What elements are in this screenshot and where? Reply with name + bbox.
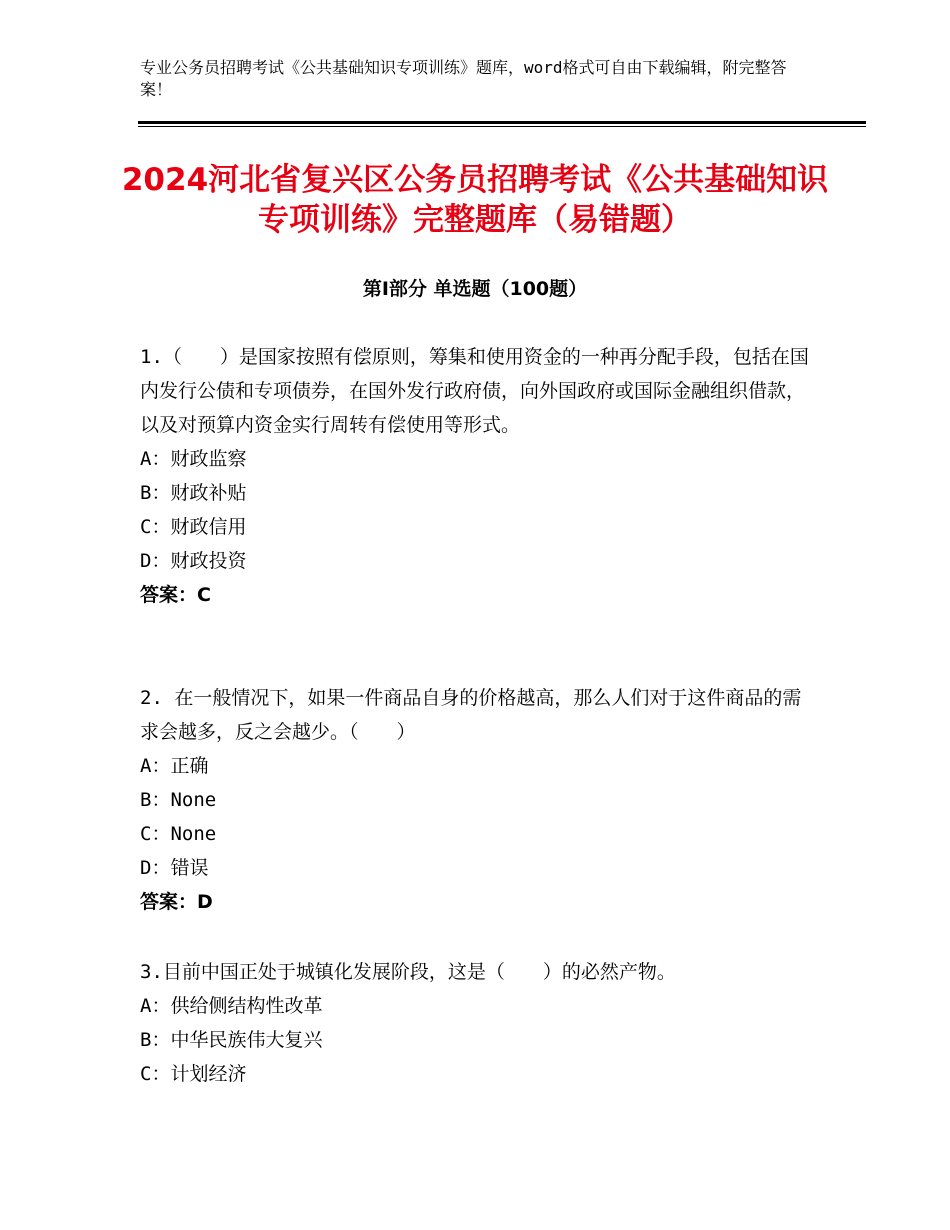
option-b: B：财政补贴 [140,482,247,504]
option-b: B：中华民族伟大复兴 [140,1029,323,1051]
header-note: 专业公务员招聘考试《公共基础知识专项训练》题库，word格式可自由下载编辑，附完整答案！ [140,58,787,99]
header-divider-thin [138,126,866,127]
document-title: 2024河北省复兴区公务员招聘考试《公共基础知识专项训练》完整题库（易错题） [121,162,829,238]
option-a: A：正确 [140,755,209,777]
question-text: 1.（ ）是国家按照有偿原则，筹集和使用资金的一种再分配手段，包括在国内发行公债和专项债券，在国外发行政府债，向外国政府或国际金融组织借款，以及对预算内资金实行周转有偿使用等形式。 [140,346,809,436]
answer-label: 答案：D [140,891,213,913]
answer-label: 答案：C [140,584,211,606]
option-b: B：None [140,789,217,811]
option-d: D：错误 [140,857,209,879]
question-1 [140,340,810,612]
question-text: 3.目前中国正处于城镇化发展阶段，这是（ ）的必然产物。 [140,961,676,983]
question-text: 2. 在一般情况下，如果一件商品自身的价格越高，那么人们对于这件商品的需求会越多，反之会越少。（ ） [140,687,802,743]
option-c: C：None [140,823,217,845]
section-heading: 第Ⅰ部分 单选题（100题） [362,278,588,300]
question-3 [140,955,810,1091]
header-divider-thick [138,121,866,124]
question-2 [140,681,810,919]
option-d: D：财政投资 [140,550,247,572]
option-a: A：供给侧结构性改革 [140,995,323,1017]
option-c: C：计划经济 [140,1063,247,1085]
option-a: A：财政监察 [140,448,247,470]
option-c: C：财政信用 [140,516,247,538]
